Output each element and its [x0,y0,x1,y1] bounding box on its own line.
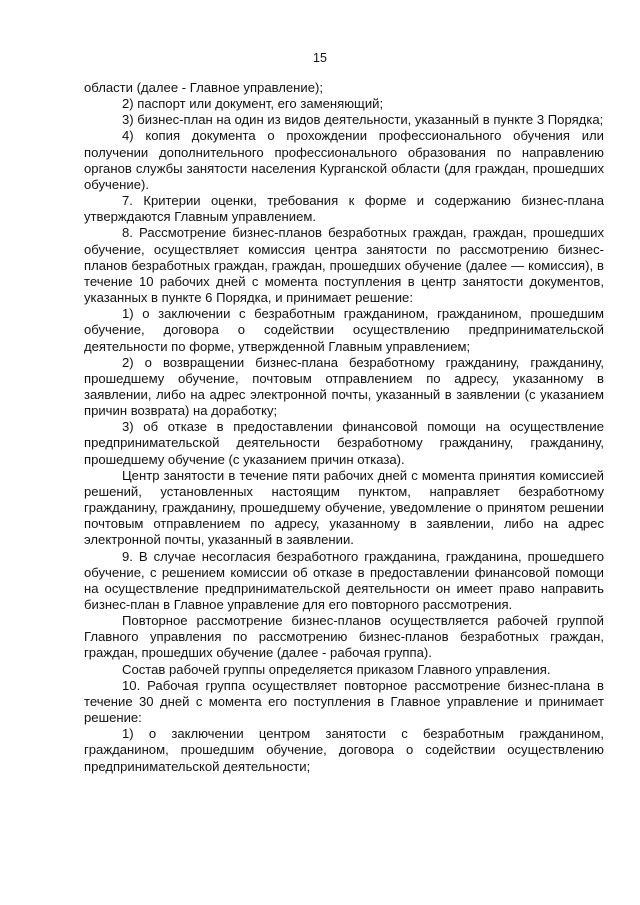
clause-10-item-1: 1) о заключении центром занятости с безработным гражданином, гражданином, прошедшим обучение, договора о содействии осуществлению предпринимательской деятельности; [84,726,604,774]
clause-8-item-3: 3) об отказе в предоставлении финансовой помощи на осуществление предпринимательской деятельности безработному гражданину, гражданину, прошедшему обучение (с указанием причин отказа). [84,419,604,467]
list-item-training-document: 4) копия документа о прохождении профессионального обучения или получении дополнительного профессионального образования по направлению органов службы занятости населения Курганской области (для граждан, прошедших обучение). [84,128,604,192]
clause-8: 8. Рассмотрение бизнес-планов безработных граждан, граждан, прошедших обучение, осуществляет комиссия центра занятости по рассмотрению бизнес-планов безработных граждан, граждан, прошедших обучение (далее — комиссия), в течение 10 рабочих дней с момента поступления в центр занятости документов, указанных в пункте 6 Порядка, и принимает решение: [84,225,604,306]
clause-8-item-2: 2) о возвращении бизнес-плана безработному гражданину, гражданину, прошедшему обучение, почтовым отправлением по адресу, указанному в заявлении, либо на адрес электронной почты, указанный в заявлении (с указанием причин возврата) на доработку; [84,354,604,419]
clause-8-item-1: 1) о заключении с безработным гражданином, гражданином, прошедшим обучение, договора о содействии осуществлению предпринимательской деятельности по форме, утвержденной Главным управлением; [84,306,604,354]
list-item-passport: 2) паспорт или документ, его заменяющий; [122,96,384,112]
page-number: 15 [313,51,327,65]
list-item-business-plan: 3) бизнес-план на один из видов деятельности, указанный в пункте 3 Порядка; [122,112,604,128]
clause-7: 7. Критерии оценки, требования к форме и содержанию бизнес-плана утверждаются Главным управлением. [84,193,604,225]
clause-8-notification: Центр занятости в течение пяти рабочих дней с момента принятия комиссией решений, установленных настоящим пунктом, направляет безработному гражданину, гражданину, прошедшему обучение, уведомление о принятом решении почтовым отправлением по адресу, указанному в заявлении, либо на адрес электронной почты, указанный в заявлении. [84,467,604,548]
clause-10: 10. Рабочая группа осуществляет повторное рассмотрение бизнес-плана в течение 30 дней с момента его поступления в Главное управление и принимает решение: [84,677,604,726]
clause-9-review: Повторное рассмотрение бизнес-планов осуществляется рабочей группой Главного управления по рассмотрению бизнес-планов безработных граждан, граждан, прошедших обучение (далее - рабочая группа). [84,613,604,661]
paragraph-continuation: области (далее - Главное управление); [84,80,324,95]
clause-9-group-composition: Состав рабочей группы определяется приказом Главного управления. [122,661,551,677]
document-body [84,80,604,775]
clause-9: 9. В случае несогласия безработного гражданина, гражданина, прошедшего обучение, с решением комиссии об отказе в предоставлении финансовой помощи на осуществление предпринимательской деятельности он имеет право направить бизнес-план в Главное управление для его повторного рассмотрения. [84,548,604,612]
